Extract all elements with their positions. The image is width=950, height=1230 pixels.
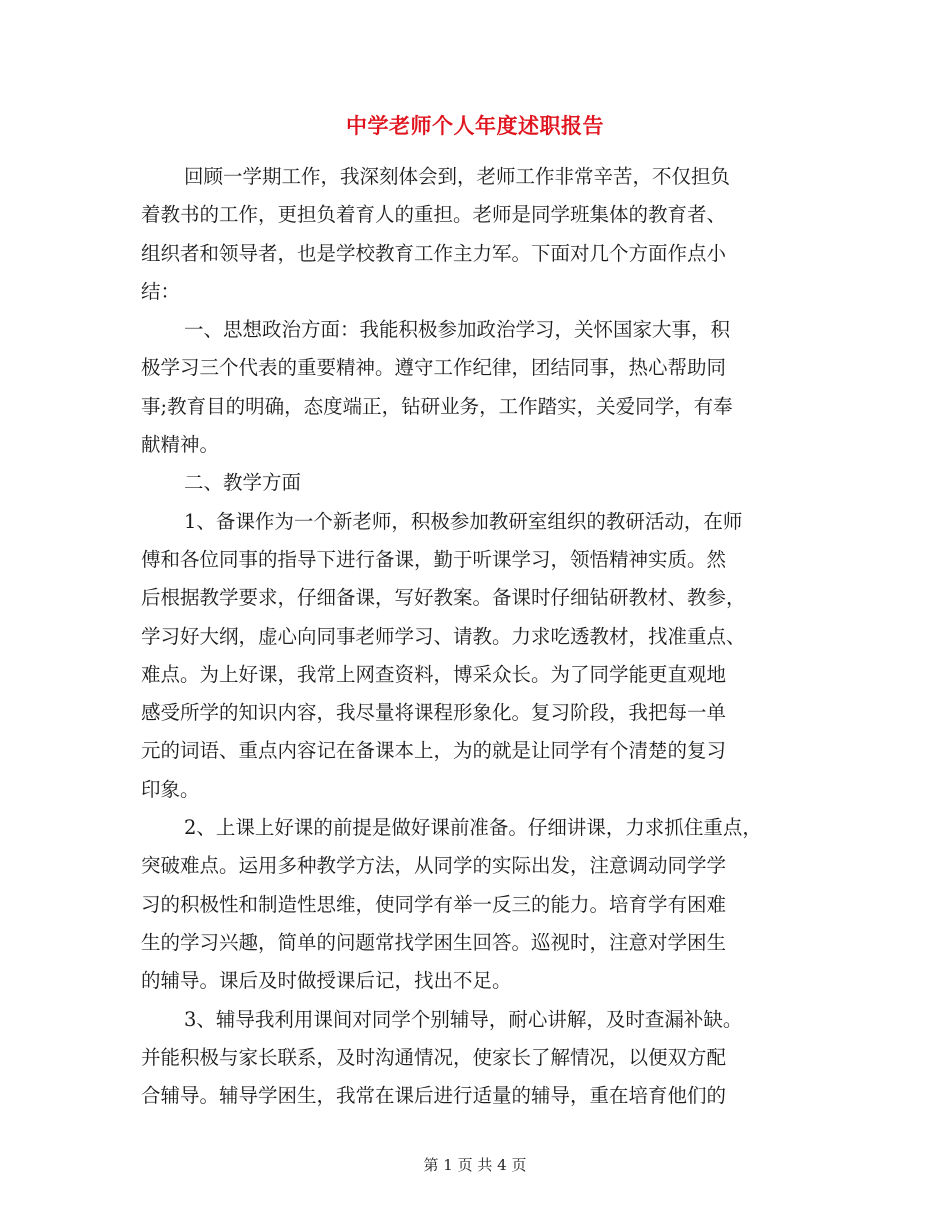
text-line: 难点。为上好课，我常上网查资料，博采众长。为了同学能更直观地 [141,662,727,686]
paragraph-intro [141,158,821,311]
paragraph-lesson-prep [141,503,821,809]
text-line: 1、备课作为一个新老师，积极参加教研室组织的教研活动，在师 [184,509,743,533]
document-title: 中学老师个人年度述职报告 [346,113,604,138]
document-body [141,158,821,1115]
paragraph-classroom [141,809,821,1000]
text-line: 元的词语、重点内容记在备课本上，为的就是让同学有个清楚的复习 [141,739,727,763]
text-line: 极学习三个代表的重要精神。遵守工作纪律，团结同事，热心帮助同 [141,356,727,380]
text-line: 后根据教学要求，仔细备课，写好教案。备课时仔细钻研教材、教参， [141,586,746,610]
paragraph-politics [141,311,821,464]
text-line: 并能积极与家长联系，及时沟通情况，使家长了解情况，以便双方配 [141,1045,727,1069]
text-line: 一、思想政治方面：我能积极参加政治学习，关怀国家大事，积 [184,318,731,342]
text-line: 突破难点。运用多种教学方法，从同学的实际出发，注意调动同学学 [141,854,727,878]
text-line: 习的积极性和制造性思维，使同学有举一反三的能力。培育学有困难 [141,892,727,916]
text-line: 献精神。 [141,433,220,457]
text-line: 印象。 [141,777,200,801]
text-line: 回顾一学期工作，我深刻体会到，老师工作非常辛苦，不仅担负 [184,165,731,188]
text-line: 合辅导。辅导学困生，我常在课后进行适量的辅导，重在培育他们的 [141,1084,727,1108]
text-line: 着教书的工作，更担负着育人的重担。老师是同学班集体的教育者、 [141,203,727,227]
text-line: 结： [141,279,181,303]
text-line: 感受所学的知识内容，我尽量将课程形象化。复习阶段，我把每一单 [141,701,727,725]
text-line: 3、辅导我利用课间对同学个别辅导，耐心讲解，及时查漏补缺。 [184,1007,743,1031]
text-line: 组织者和领导者，也是学校教育工作主力军。下面对几个方面作点小 [141,241,727,265]
section-heading-teaching [141,464,821,502]
text-line: 2、上课上好课的前提是做好课前准备。仔细讲课，力求抓住重点， [184,816,762,840]
page-number-footer: 第 1 页 共 4 页 [423,1156,527,1174]
text-line: 生的学习兴趣，简单的问题常找学困生回答。巡视时，注意对学困生 [141,930,727,954]
text-line: 二、教学方面 [184,471,302,495]
text-line: 事;教育目的明确，态度端正，钻研业务，工作踏实，关爱同学，有奉 [141,394,733,418]
paragraph-tutoring [141,1001,821,1116]
text-line: 学习好大纲，虚心向同事老师学习、请教。力求吃透教材，找准重点、 [141,624,746,648]
text-line: 傅和各位同事的指导下进行备课，勤于听课学习，领悟精神实质。然 [141,547,727,571]
text-line: 的辅导。课后及时做授课后记，找出不足。 [141,969,512,993]
